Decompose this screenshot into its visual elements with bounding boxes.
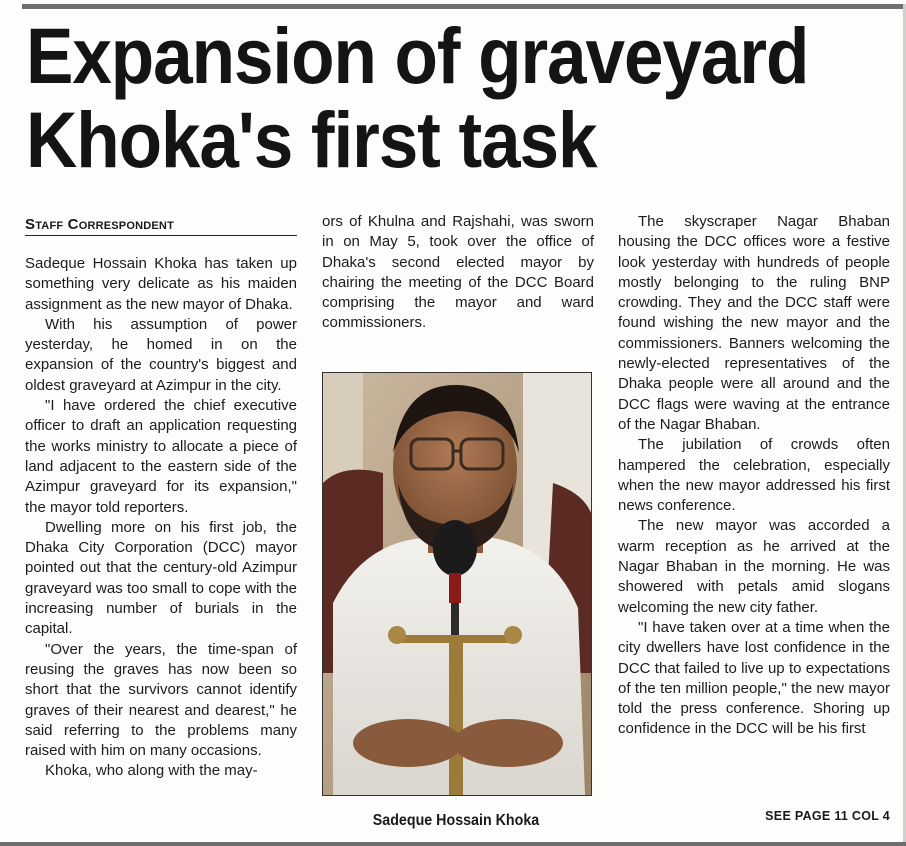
headline: [26, 11, 809, 184]
headline-line-1: Expansion of graveyard: [26, 11, 809, 100]
paragraph: Dwelling more on his first job, the Dhaka City Corporation (DCC) mayor pointed out that the century-old Azimpur graveyard was too small to cope with the increasing number of burials in the capital.: [25, 518, 297, 638]
paragraph: Khoka, who along with the may-: [45, 762, 258, 780]
continuation-jump: SEE PAGE 11 COL 4: [765, 809, 890, 823]
paragraph: The jubilation of crowds often hampered the celebration, especially when the new mayor addressed his first news conference.: [618, 436, 890, 515]
article-column-2: [322, 212, 594, 334]
paragraph: ors of Khulna and Rajshahi, was sworn in on May 5, took over the office of Dhaka's second elected mayor by chairing the meeting of the DCC Board comprising the mayor and ward commissioners.: [322, 213, 594, 332]
headline-line-2: Khoka's first task: [26, 95, 597, 184]
paragraph: "I have taken over at a time when the city dwellers have lost confidence in the DCC that failed to live up to expectations of the ten million people," the new mayor told the press conference. Shoring up confidence in the DCC will be his first: [618, 618, 890, 738]
paragraph: "Over the years, the time-span of reusing the graves has now been so short that the survivors cannot identify graves of their nearest and dearest," he said referring to the problems many raised with him on many occasions.: [25, 640, 297, 760]
photo-caption: Sadeque Hossain Khoka: [372, 812, 540, 829]
article-column-1: [25, 254, 297, 782]
mayor-photo: [322, 372, 592, 796]
article-column-3: [618, 212, 890, 740]
paragraph: With his assumption of power yesterday, he homed in on the expansion of the country's biggest and oldest graveyard at Azimpur in the city.: [25, 315, 297, 394]
byline: Staff Correspondent: [25, 216, 297, 236]
paragraph: Sadeque Hossain Khoka has taken up something very delicate as his maiden assignment as the new mayor of Dhaka.: [25, 255, 297, 313]
bottom-rule: [0, 842, 906, 846]
paragraph: "I have ordered the chief executive officer to draft an application requesting the works ministry to allocate a piece of land adjacent to the eastern side of the Azimpur graveyard for its expansion," the mayor told reporters.: [25, 397, 297, 516]
paragraph: The skyscraper Nagar Bhaban housing the DCC offices wore a festive look yesterday with hundreds of people mostly belonging to the ruling BNP crowding. They and the DCC staff were found wishing the new mayor and the commissioners. Banners welcoming the newly-elected representatives of the Dhaka people were all around and the DCC flags were waving at the entrance of the Nagar Bhaban.: [618, 213, 890, 433]
top-rule: [22, 4, 906, 9]
paragraph: The new mayor was accorded a warm reception as he arrived at the Nagar Bhaban in the morning. He was showered with petals amid slogans welcoming the new city father.: [618, 517, 890, 616]
